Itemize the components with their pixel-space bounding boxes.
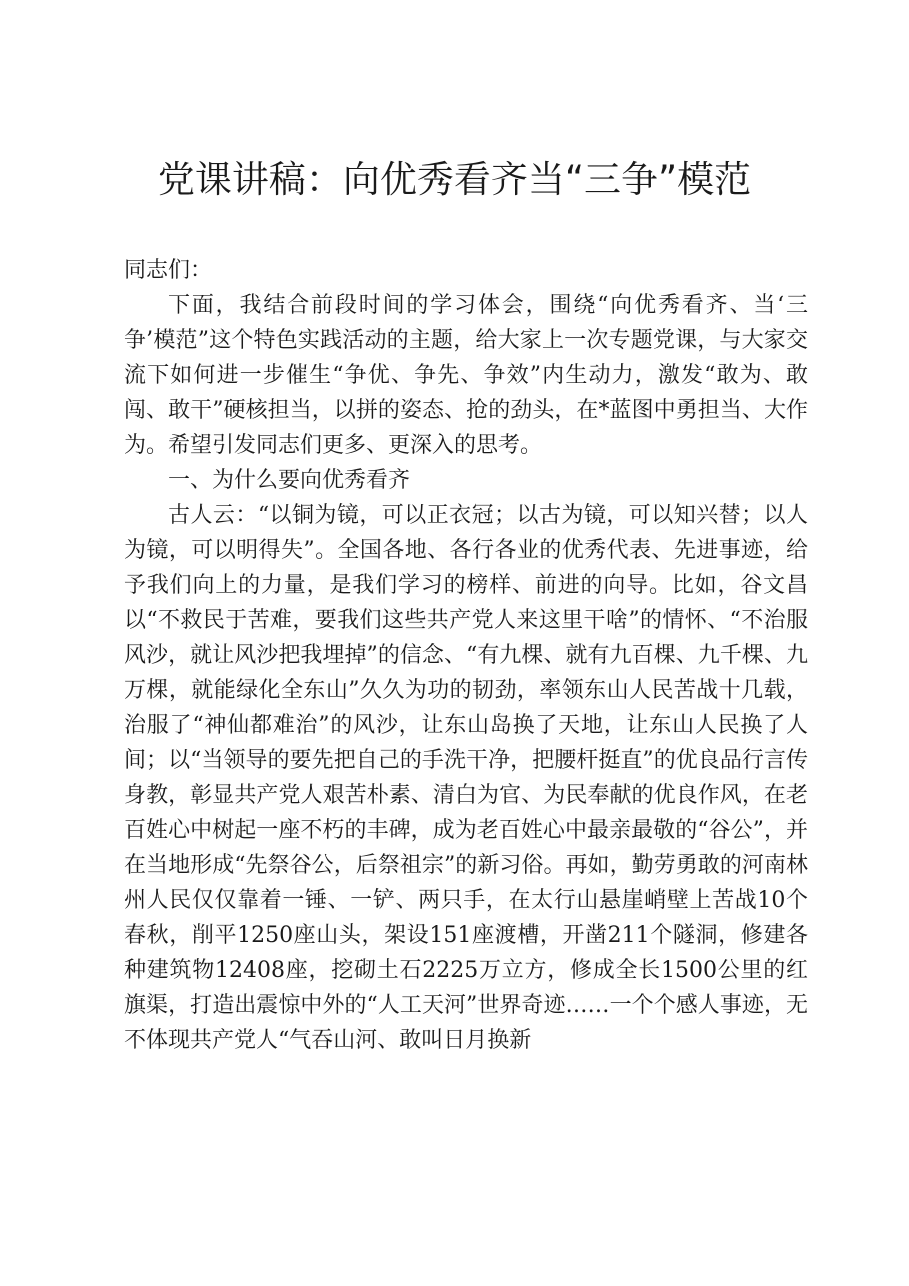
salutation: 同志们： — [124, 258, 213, 283]
paragraph-body: 古人云：“以铜为镜，可以正衣冠；以古为镜，可以知兴替；以人为镜，可以明得失”。全国各地、各行各业的优秀代表、先进事迹，给予我们向上的力量，是我们学习的榜样、前进的向导。比如，谷文昌以“不救民于苦难，要我们这些共产党人来这里干啥”的情怀、“不治服风沙，就让风沙把我埋掉”的信念、“有九棵、就有九百棵、九千棵、九万棵，就能绿化全东山”久久为功的韧劲，率领东山人民苦战十几载，治服了“神仙都难治”的风沙，让东山岛换了天地，让东山人民换了人间；以“当领导的要先把自己的手洗干净，把腰杆挺直”的优良品行言传身教，彰显共产党人艰苦朴素、清白为官、为民奉献的优良作风，在老百姓心中树起一座不朽的丰碑，成为老百姓心中最亲最敬的“谷公”，并在当地形成“先祭谷公，后祭祖宗”的新习俗。再如，勤劳勇敢的河南林州人民仅仅靠着一锤、一铲、两只手，在太行山悬崖峭壁上苦战10个春秋，削平1250座山头，架设151座渡槽，开凿211个隧洞，修建各种建筑物12408座，挖砌土石2225万立方，修成全长1500公里的红旗渠，打造出震惊中外的“人工天河”世界奇迹……一个个感人事迹，无不体现共产党人“气吞山河、敢叫日月换新 — [124, 503, 808, 1053]
paragraph-intro: 下面，我结合前段时间的学习体会，围绕“向优秀看齐、当‘三争’模范”这个特色实践活动的主题，给大家上一次专题党课，与大家交流下如何进一步催生“争优、争先、争效”内生动力，激发“敢为、敢闯、敢干”硬核担当，以拼的姿态、抢的劲头，在*蓝图中勇担当、大作为。希望引发同志们更多、更深入的思考。 — [124, 293, 808, 458]
section-heading: 一、为什么要向优秀看齐 — [168, 468, 411, 493]
document-body — [124, 253, 808, 1058]
document-title: 党课讲稿：向优秀看齐当“三争”模范 — [157, 158, 752, 201]
